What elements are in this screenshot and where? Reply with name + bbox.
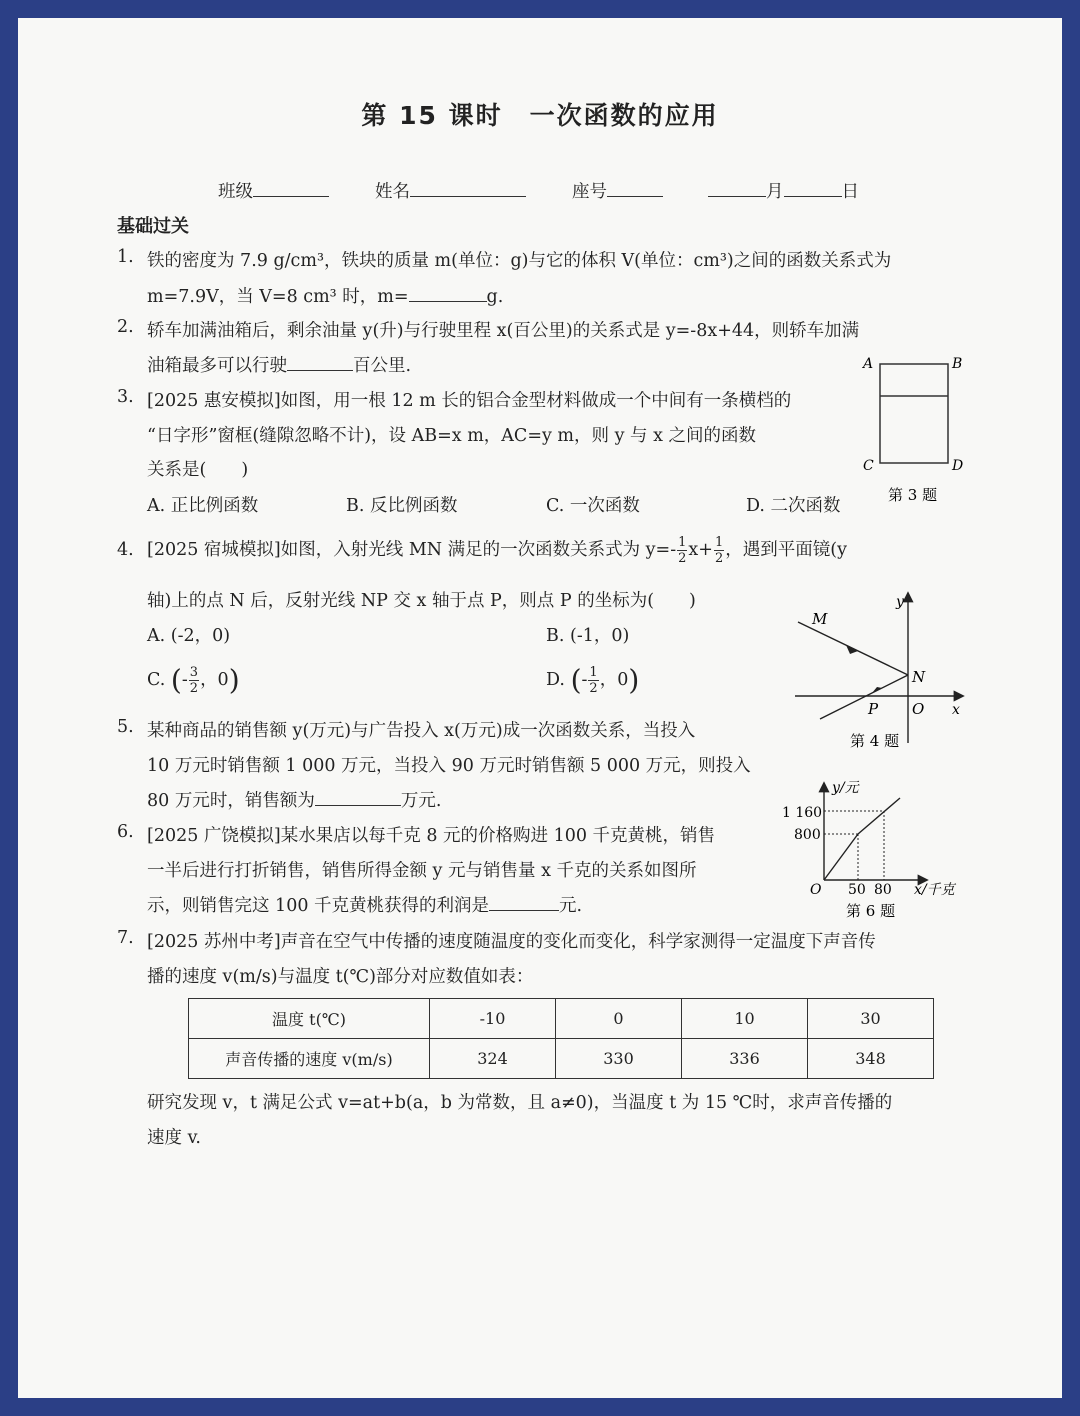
seat-field: 座号 [572,178,663,203]
label-n: N [912,668,926,686]
q5-line2: 10 万元时销售额 1 000 万元，当投入 90 万元时销售额 5 000 万元，则投入 [147,756,751,776]
table-cell: 348 [808,1039,934,1079]
table-row [189,1039,934,1079]
table-cell: 330 [556,1039,682,1079]
q1-line2: m=7.9V，当 V=8 cm³ 时，m= g. [147,283,503,308]
q4-fraction-1: $\frac{1}{2}$ [678,535,687,566]
q6-line2: 一半后进行打折销售，销售所得金额 y 元与销售量 x 千克的关系如图所 [147,861,697,881]
q4-line2: 轴)上的点 N 后，反射光线 NP 交 x 轴于点 P，则点 P 的坐标为( ) [147,591,696,611]
class-blank[interactable] [253,178,329,197]
q5-answer-blank[interactable] [315,787,401,806]
reflected-arrow-icon [872,687,882,693]
table-cell: 30 [808,999,934,1039]
q6-x-tick-80: 80 [874,882,892,898]
table-cell: -10 [430,999,556,1039]
q4-figure [790,588,970,753]
q3-line1: [2025 惠安模拟]如图，用一根 12 m 长的铝合金型材料做成一个中间有一条横档的 [147,391,792,411]
table-cell: 324 [430,1039,556,1079]
q1-line1: 铁的密度为 7.9 g/cm³，铁块的质量 m(单位：g)与它的体积 V(单位：cm³)之间的函数关系式为 [147,251,892,271]
segment-discount [858,798,900,834]
date-field: 月 日 [708,178,859,203]
q3-caption: 第 3 题 [888,486,938,504]
seat-blank[interactable] [607,178,663,197]
q3-line2: “日字形”窗框(缝隙忽略不计)，设 AB=x m，AC=y m，则 y 与 x 之间的函数 [147,426,757,446]
q4-option-c[interactable]: C. (- $\frac{3}{2}$ ，0) [147,663,240,697]
q4-caption: 第 4 题 [850,732,900,750]
q5-number: 5. [117,717,134,737]
q7-line2: 播的速度 v(m/s)与温度 t(℃)部分对应数值如表： [147,967,534,987]
q3-number: 3. [117,387,134,407]
month-blank[interactable] [708,178,766,197]
table-cell: 336 [682,1039,808,1079]
label-b: B [952,356,963,372]
q6-origin: O [810,882,822,898]
q6-x-label: x/千克 [914,882,955,898]
q2-line1: 轿车加满油箱后，剩余油量 y(升)与行驶里程 x(百公里)的关系式是 y=-8x+44，则轿车加满 [147,321,860,341]
label-c: C [863,458,874,474]
q3-figure [855,350,975,510]
table-cell: 声音传播的速度 v(m/s) [189,1039,430,1079]
q6-answer-blank[interactable] [489,892,559,911]
q6-y-tick-800: 800 [794,827,821,843]
window-frame [880,364,948,463]
q6-x-tick-50: 50 [848,882,866,898]
q6-caption: 第 6 题 [846,902,896,920]
table-cell: 0 [556,999,682,1039]
label-o: O [912,700,925,718]
q4-option-d[interactable]: D. (- $\frac{1}{2}$ ，0) [546,663,640,697]
name-field: 姓名 [375,178,526,203]
q1-number: 1. [117,247,134,267]
q6-y-tick-1160: 1 160 [782,805,823,821]
q7-number: 7. [117,928,134,948]
day-blank[interactable] [784,178,842,197]
label-d: D [952,458,964,474]
q5-line3: 80 万元时，销售额为 万元. [147,787,441,812]
q4-option-b[interactable]: B. (-1，0) [546,626,630,646]
reflected-ray-np [820,675,908,719]
q6-line3: 示，则销售完这 100 千克黄桃获得的利润是 元. [147,892,582,917]
q7-line3: 研究发现 v，t 满足公式 v=at+b(a，b 为常数，且 a≠0)，当温度 t 为 15 ℃时，求声音传播的 [147,1093,893,1113]
q6-y-label: y/元 [832,780,859,796]
q7-line1: [2025 苏州中考]声音在空气中传播的速度随温度的变化而变化，科学家测得一定温度下声音传 [147,932,876,952]
q1-answer-blank[interactable] [409,283,487,302]
q6-number: 6. [117,822,134,842]
q7-line4: 速度 v. [147,1128,201,1148]
q4-option-a[interactable]: A. (-2，0) [147,626,231,646]
section-title: 基础过关 [117,216,189,237]
q6-line1: [2025 广饶模拟]某水果店以每千克 8 元的价格购进 100 千克黄桃，销售 [147,826,716,846]
q4-line1: [2025 宿城模拟]如图，入射光线 MN 满足的一次函数关系式为 y=- $\frac{1}{2}$ x+ $\frac{1}{2}$ ，遇到平面镜(y [147,535,847,566]
q4-fraction-2: $\frac{1}{2}$ [714,535,724,566]
label-m: M [812,610,828,628]
q3-line3: 关系是( ) [147,460,249,480]
q3-option-d[interactable]: D. 二次函数 [746,496,841,516]
label-p: P [868,700,879,718]
q2-answer-blank[interactable] [287,352,353,371]
label-x: x [952,702,960,718]
q5-line1: 某种商品的销售额 y(万元)与广告投入 x(万元)成一次函数关系，当投入 [147,721,696,741]
class-field: 班级 [218,178,329,203]
table-row [189,999,934,1039]
table-cell: 10 [682,999,808,1039]
name-blank[interactable] [410,178,526,197]
label-y: y [896,594,904,610]
q7-data-table [188,998,934,1079]
q3-option-a[interactable]: A. 正比例函数 [147,496,259,516]
q3-option-c[interactable]: C. 一次函数 [546,496,640,516]
q2-number: 2. [117,317,134,337]
label-a: A [863,356,874,372]
segment-full-price [824,834,858,880]
q2-line2: 油箱最多可以行驶 百公里. [147,352,411,377]
table-cell: 温度 t(℃) [189,999,430,1039]
q6-figure [776,772,976,924]
q4-number: 4. [117,540,134,560]
q3-option-b[interactable]: B. 反比例函数 [346,496,458,516]
page-title: 第 15 课时 一次函数的应用 [361,101,719,130]
